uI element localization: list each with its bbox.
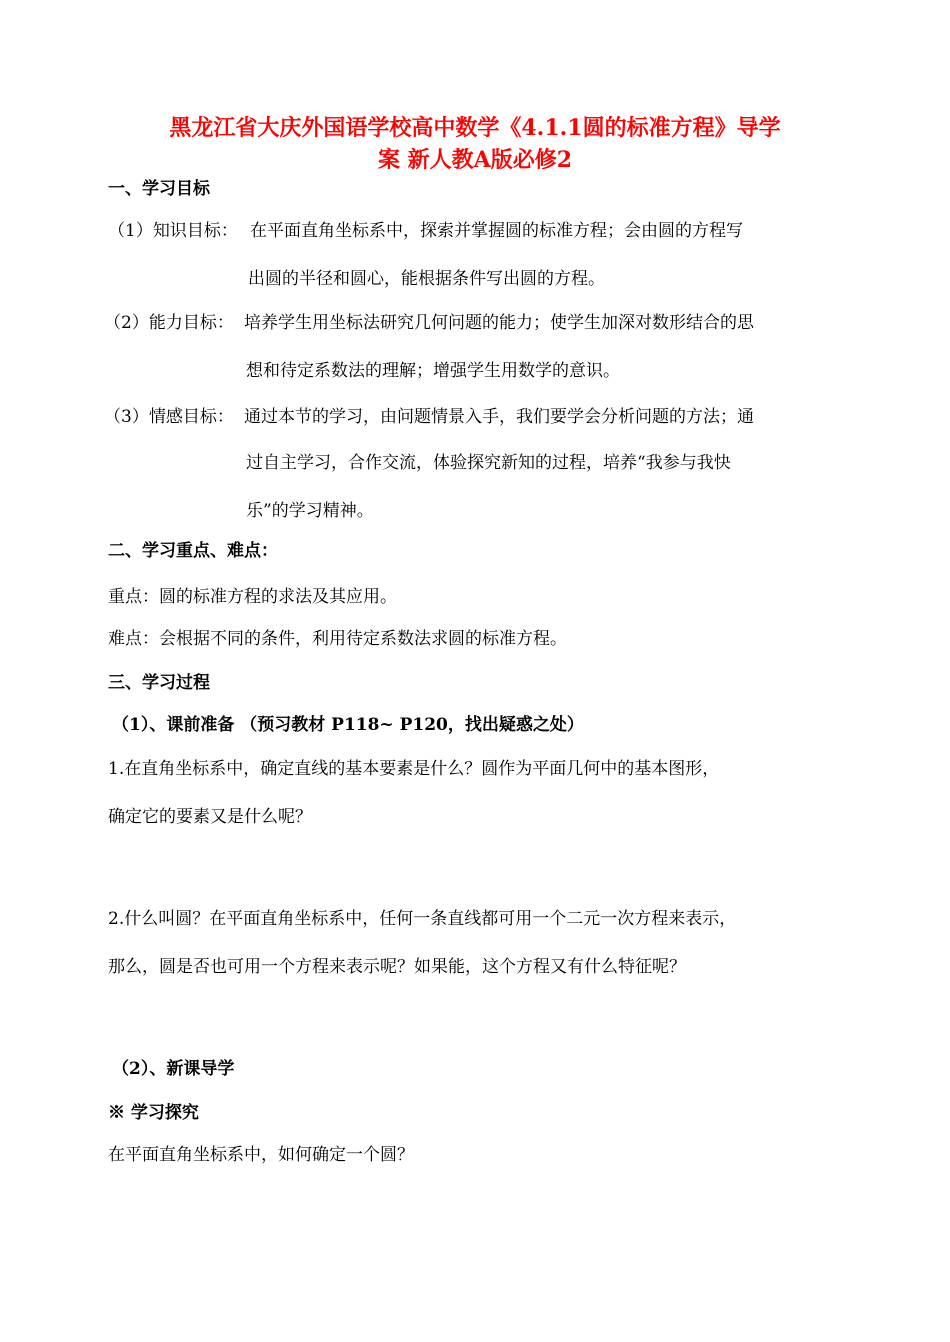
goal-knowledge-line-2: 出圆的半径和圆心，能根据条件写出圆的方程。 [248,269,605,289]
subsection-heading-preparation: （1）、课前准备 （预习教材 P118~ P120，找出疑惑之处） [112,715,584,735]
goal-emotion-label: （3）情感目标： [104,407,234,427]
question-1-line-1: 1.在直角坐标系中，确定直线的基本要素是什么？圆作为平面几何中的基本图形， [108,759,720,779]
document-title-line-2: 案 新人教A版必修2 [377,147,573,173]
question-2-line-2: 那么，圆是否也可用一个方程来表示呢？如果能，这个方程又有什么特征呢？ [108,957,686,977]
goal-ability-line-2: 想和待定系数法的理解；增强学生用数学的意识。 [246,361,620,381]
question-2-line-1: 2.什么叫圆？在平面直角坐标系中，任何一条直线都可用一个二元一次方程来表示， [108,909,737,929]
question-1-line-2: 确定它的要素又是什么呢？ [108,807,312,827]
document-title-line-1: 黑龙江省大庆外国语学校高中数学《4.1.1圆的标准方程》导学 [169,115,781,141]
section-heading-process: 三、学习过程 [108,673,210,693]
goal-emotion-line-1: 通过本节的学习，由问题情景入手，我们要学会分析问题的方法；通 [244,407,754,427]
goal-knowledge-label: （1）知识目标： [108,221,238,241]
subsection-heading-new-lesson: （2）、新课导学 [112,1059,235,1079]
goal-emotion-line-3: 乐”的学习精神。 [246,501,374,521]
section-heading-objectives: 一、学习目标 [108,179,210,199]
goal-ability-line-1: 培养学生用坐标法研究几何问题的能力；使学生加深对数形结合的思 [244,313,754,333]
exploration-question: 在平面直角坐标系中，如何确定一个圆？ [108,1145,414,1165]
goal-ability-label: （2）能力目标： [104,313,234,333]
goal-emotion-line-2: 过自主学习，合作交流，体验探究新知的过程，培养“我参与我快 [246,453,731,473]
key-point-text: 重点：圆的标准方程的求法及其应用。 [108,587,397,607]
goal-knowledge-line-1: 在平面直角坐标系中，探索并掌握圆的标准方程；会由圆的方程写 [250,221,743,241]
section-heading-key-points: 二、学习重点、难点： [108,541,278,561]
difficulty-text: 难点：会根据不同的条件，利用待定系数法求圆的标准方程。 [108,629,567,649]
study-exploration-heading: ※ 学习探究 [108,1103,199,1123]
